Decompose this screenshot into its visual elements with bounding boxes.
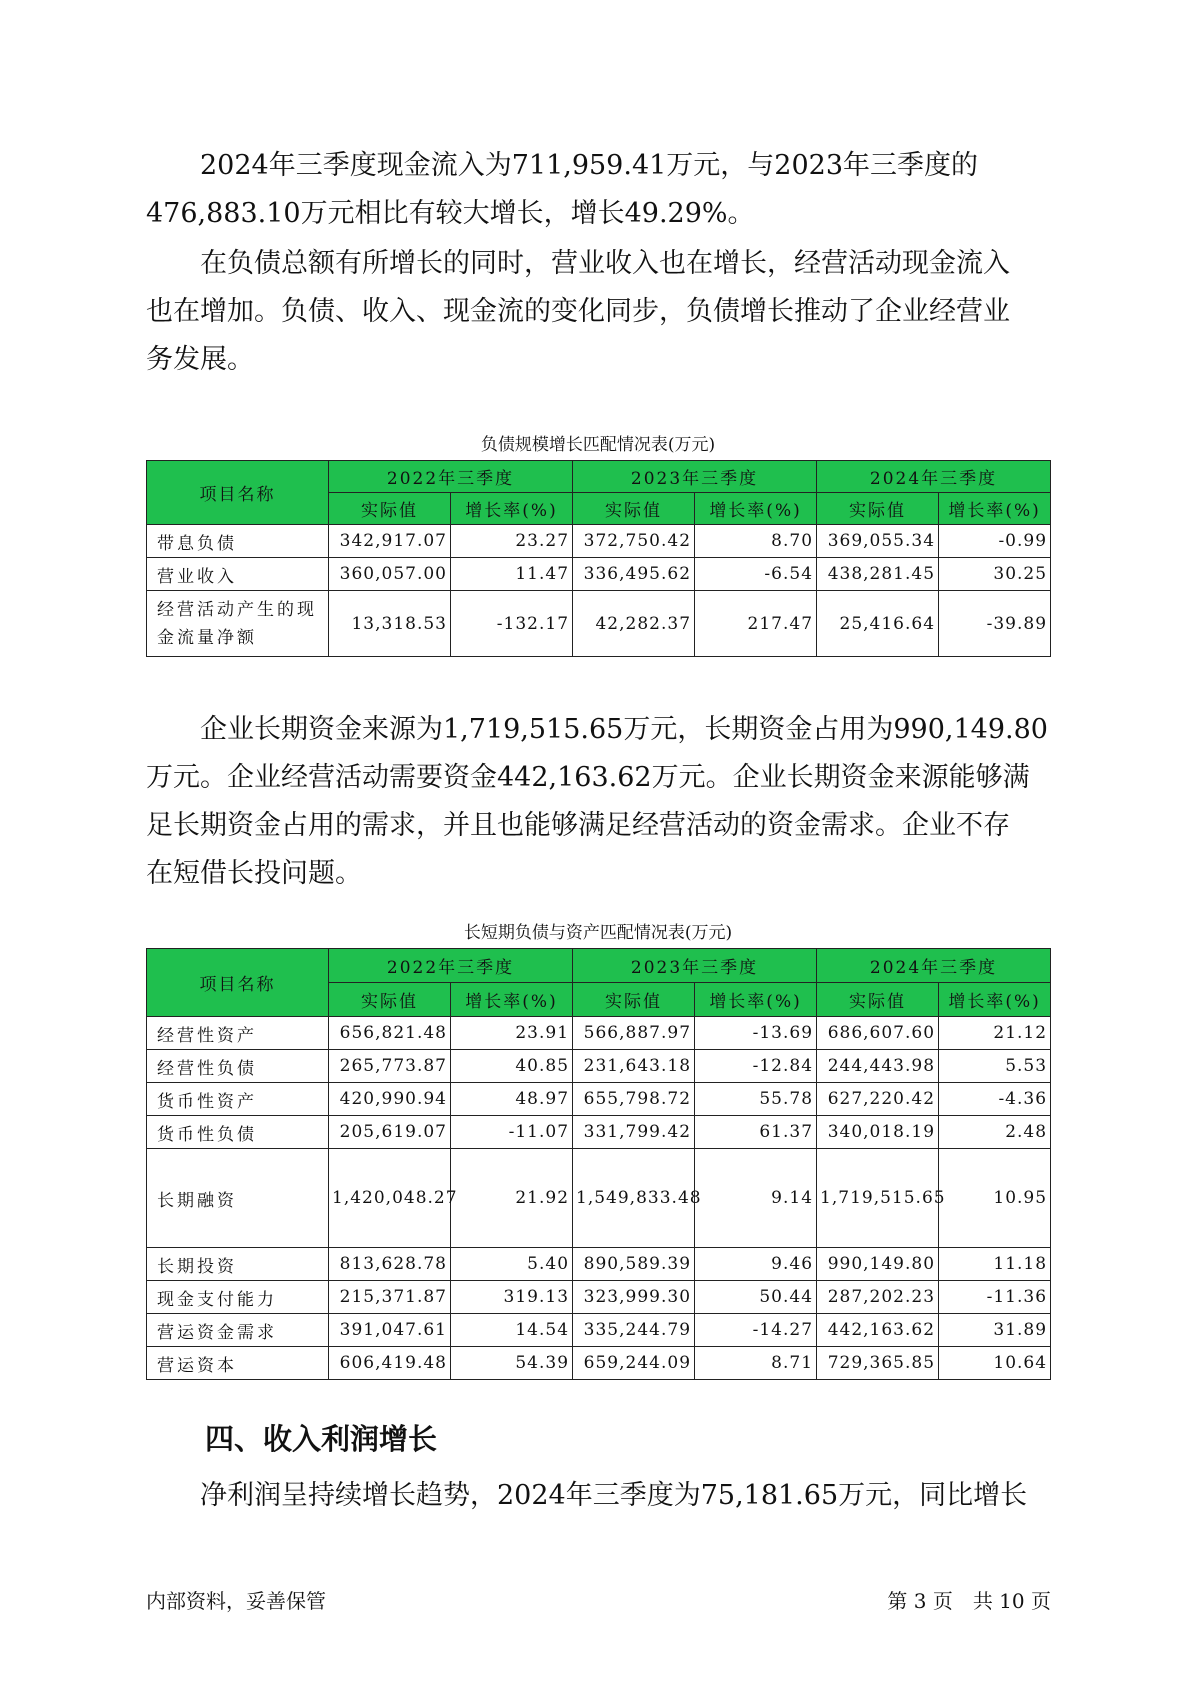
- cell-value: 215,371.87: [329, 1281, 451, 1314]
- period-header: 2024年三季度: [817, 949, 1051, 983]
- cell-value: 244,443.98: [817, 1050, 939, 1083]
- cell-value: 265,773.87: [329, 1050, 451, 1083]
- cell-value: 10.95: [939, 1149, 1051, 1248]
- cell-value: 335,244.79: [573, 1314, 695, 1347]
- cell-value: 319.13: [451, 1281, 573, 1314]
- row-label: 长期投资: [147, 1248, 329, 1281]
- cell-value: -0.99: [939, 525, 1051, 558]
- cell-value: 217.47: [695, 591, 817, 657]
- table-row: [147, 558, 1051, 591]
- row-label: 带息负债: [147, 525, 329, 558]
- actual-value-header: 实际值: [329, 493, 451, 525]
- table-row: [147, 1017, 1051, 1050]
- cell-value: 231,643.18: [573, 1050, 695, 1083]
- cell-value: 40.85: [451, 1050, 573, 1083]
- item-name-header: 项目名称: [147, 949, 329, 1017]
- cell-value: -132.17: [451, 591, 573, 657]
- paragraph-cash-inflow: [146, 142, 1046, 238]
- cell-value: 1,420,048.27: [329, 1149, 451, 1248]
- cell-value: 5.53: [939, 1050, 1051, 1083]
- table-row: [147, 1116, 1051, 1149]
- actual-value-header: 实际值: [573, 493, 695, 525]
- cell-value: 420,990.94: [329, 1083, 451, 1116]
- growth-rate-header: 增长率(%): [695, 493, 817, 525]
- actual-value-header: 实际值: [817, 493, 939, 525]
- cell-value: -11.36: [939, 1281, 1051, 1314]
- paragraph-long-term-funding: [146, 706, 1046, 898]
- row-label: 营运资本: [147, 1347, 329, 1380]
- cell-value: 686,607.60: [817, 1017, 939, 1050]
- cell-value: 372,750.42: [573, 525, 695, 558]
- cell-value: 655,798.72: [573, 1083, 695, 1116]
- footer-note: 内部资料，妥善保管: [146, 1589, 326, 1613]
- cell-value: 9.46: [695, 1248, 817, 1281]
- cell-value: 2.48: [939, 1116, 1051, 1149]
- cell-value: 323,999.30: [573, 1281, 695, 1314]
- cell-value: 31.89: [939, 1314, 1051, 1347]
- text-line: 476,883.10万元相比有较大增长，增长49.29%。: [146, 198, 755, 229]
- table1-caption: 负债规模增长匹配情况表(万元): [480, 435, 716, 455]
- cell-value: 729,365.85: [817, 1347, 939, 1380]
- section-heading: 四、收入利润增长: [205, 1422, 438, 1456]
- cell-value: 21.92: [451, 1149, 573, 1248]
- cell-value: 336,495.62: [573, 558, 695, 591]
- table-debt-asset-matching: [146, 948, 1051, 1380]
- cell-value: 606,419.48: [329, 1347, 451, 1380]
- text-line: 净利润呈持续增长趋势，2024年三季度为75,181.65万元，同比增长: [146, 1480, 1028, 1511]
- cell-value: -11.07: [451, 1116, 573, 1149]
- actual-value-header: 实际值: [573, 983, 695, 1017]
- cell-value: 566,887.97: [573, 1017, 695, 1050]
- cell-value: 627,220.42: [817, 1083, 939, 1116]
- cell-value: 23.27: [451, 525, 573, 558]
- table-row: [147, 1347, 1051, 1380]
- cell-value: 990,149.80: [817, 1248, 939, 1281]
- cell-value: 656,821.48: [329, 1017, 451, 1050]
- cell-value: -39.89: [939, 591, 1051, 657]
- cell-value: 1,549,833.48: [573, 1149, 695, 1248]
- cell-value: 30.25: [939, 558, 1051, 591]
- growth-rate-header: 增长率(%): [451, 983, 573, 1017]
- growth-rate-header: 增长率(%): [939, 983, 1051, 1017]
- cell-value: 48.97: [451, 1083, 573, 1116]
- cell-value: 21.12: [939, 1017, 1051, 1050]
- cell-value: 659,244.09: [573, 1347, 695, 1380]
- growth-rate-header: 增长率(%): [939, 493, 1051, 525]
- cell-value: 360,057.00: [329, 558, 451, 591]
- row-label: 经营性资产: [147, 1017, 329, 1050]
- item-name-header: 项目名称: [147, 461, 329, 525]
- cell-value: 890,589.39: [573, 1248, 695, 1281]
- row-label: 现金支付能力: [147, 1281, 329, 1314]
- cell-value: 287,202.23: [817, 1281, 939, 1314]
- row-label: 经营活动产生的现金流量净额: [147, 591, 329, 657]
- cell-value: 1,719,515.65: [817, 1149, 939, 1248]
- cell-value: 61.37: [695, 1116, 817, 1149]
- table-row: [147, 1083, 1051, 1116]
- table-row: [147, 1149, 1051, 1248]
- table-row: [147, 1248, 1051, 1281]
- cell-value: -4.36: [939, 1083, 1051, 1116]
- paragraph-net-profit: [146, 1472, 1046, 1520]
- text-line: 万元。企业经营活动需要资金442,163.62万元。企业长期资金来源能够满: [146, 762, 1030, 793]
- cell-value: 42,282.37: [573, 591, 695, 657]
- table-row: [147, 1281, 1051, 1314]
- period-header: 2024年三季度: [817, 461, 1051, 493]
- cell-value: 13,318.53: [329, 591, 451, 657]
- row-label: 营业收入: [147, 558, 329, 591]
- actual-value-header: 实际值: [329, 983, 451, 1017]
- cell-value: 55.78: [695, 1083, 817, 1116]
- cell-value: 205,619.07: [329, 1116, 451, 1149]
- cell-value: -12.84: [695, 1050, 817, 1083]
- row-label: 长期融资: [147, 1149, 329, 1248]
- table-row: [147, 591, 1051, 657]
- cell-value: 340,018.19: [817, 1116, 939, 1149]
- cell-value: 369,055.34: [817, 525, 939, 558]
- row-label: 营运资金需求: [147, 1314, 329, 1347]
- cell-value: 23.91: [451, 1017, 573, 1050]
- text-line: 2024年三季度现金流入为711,959.41万元，与2023年三季度的: [146, 150, 979, 181]
- growth-rate-header: 增长率(%): [451, 493, 573, 525]
- table2-caption: 长短期负债与资产匹配情况表(万元): [463, 923, 733, 943]
- period-header: 2022年三季度: [329, 949, 573, 983]
- row-label: 货币性资产: [147, 1083, 329, 1116]
- cell-value: 438,281.45: [817, 558, 939, 591]
- cell-value: 54.39: [451, 1347, 573, 1380]
- cell-value: 11.47: [451, 558, 573, 591]
- text-line: 足长期资金占用的需求，并且也能够满足经营活动的资金需求。企业不存: [146, 810, 1010, 841]
- page-number: 第 3 页 共 10 页: [887, 1589, 1051, 1613]
- cell-value: 14.54: [451, 1314, 573, 1347]
- cell-value: -6.54: [695, 558, 817, 591]
- cell-value: 9.14: [695, 1149, 817, 1248]
- text-line: 也在增加。负债、收入、现金流的变化同步，负债增长推动了企业经营业: [146, 296, 1010, 327]
- text-line: 企业长期资金来源为1,719,515.65万元，长期资金占用为990,149.80: [146, 714, 1048, 745]
- table-row: [147, 1314, 1051, 1347]
- table-liability-scale: [146, 460, 1051, 657]
- text-line: 务发展。: [146, 344, 254, 375]
- text-line: 在短借长投问题。: [146, 858, 362, 889]
- cell-value: 11.18: [939, 1248, 1051, 1281]
- table-row: [147, 1050, 1051, 1083]
- period-header: 2023年三季度: [573, 461, 817, 493]
- period-header: 2022年三季度: [329, 461, 573, 493]
- cell-value: 25,416.64: [817, 591, 939, 657]
- cell-value: 5.40: [451, 1248, 573, 1281]
- row-label: 经营性负债: [147, 1050, 329, 1083]
- paragraph-liability-growth: [146, 240, 1046, 384]
- actual-value-header: 实际值: [817, 983, 939, 1017]
- cell-value: 391,047.61: [329, 1314, 451, 1347]
- cell-value: -13.69: [695, 1017, 817, 1050]
- cell-value: -14.27: [695, 1314, 817, 1347]
- cell-value: 342,917.07: [329, 525, 451, 558]
- growth-rate-header: 增长率(%): [695, 983, 817, 1017]
- period-header: 2023年三季度: [573, 949, 817, 983]
- cell-value: 442,163.62: [817, 1314, 939, 1347]
- row-label: 货币性负债: [147, 1116, 329, 1149]
- cell-value: 8.71: [695, 1347, 817, 1380]
- table-row: [147, 525, 1051, 558]
- cell-value: 813,628.78: [329, 1248, 451, 1281]
- cell-value: 50.44: [695, 1281, 817, 1314]
- text-line: 在负债总额有所增长的同时，营业收入也在增长，经营活动现金流入: [146, 248, 1010, 279]
- cell-value: 10.64: [939, 1347, 1051, 1380]
- cell-value: 331,799.42: [573, 1116, 695, 1149]
- cell-value: 8.70: [695, 525, 817, 558]
